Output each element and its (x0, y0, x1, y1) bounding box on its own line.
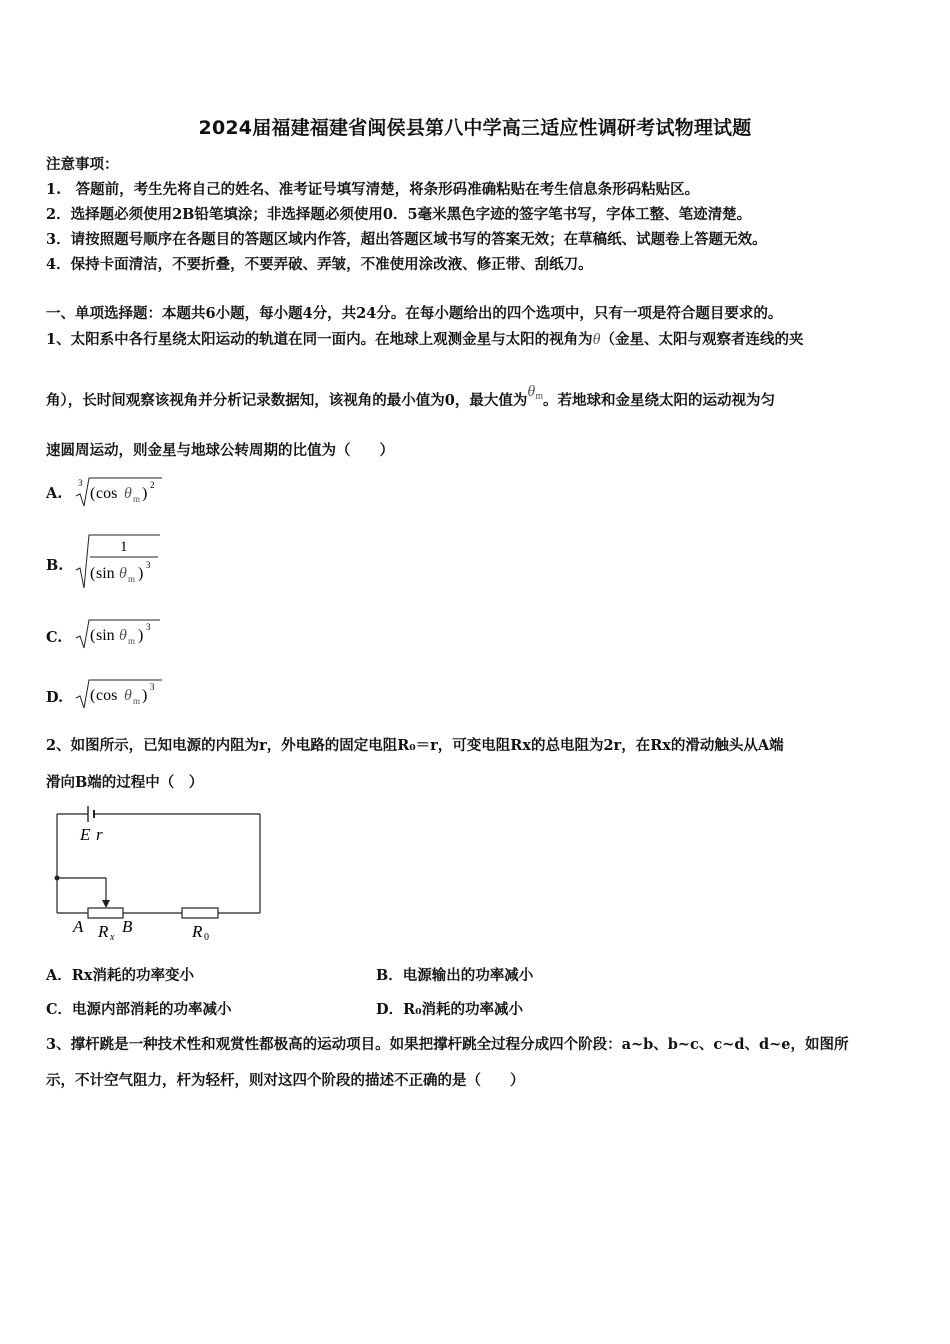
formula-exp: 3 (150, 682, 155, 692)
root-index: 3 (78, 478, 83, 488)
formula-fn: cos (96, 485, 118, 502)
formula-theta: θ (119, 565, 127, 582)
label-b: B (122, 917, 133, 936)
q1-option-a-formula (74, 472, 169, 510)
formula-theta: θ (119, 627, 127, 644)
formula-paren-close: ) (142, 687, 148, 704)
q3-line-1: 3、撑杆跳是一种技术性和观赏性都极高的运动项目。如果把撑杆跳全过程分成四个阶段：a~b、b~c、c~d、d~e，如图所 (46, 1036, 849, 1053)
q1-text-1b: （金星、太阳与观察者连线的夹 (600, 331, 804, 348)
rheostat-rx (88, 908, 123, 918)
formula-exp: 3 (146, 622, 151, 632)
formula-paren-open: ( (90, 565, 96, 582)
formula-m: m (133, 696, 141, 706)
formula-fn: cos (96, 687, 118, 704)
notice-item-3: 3．请按照题号顺序在各题目的答题区域内作答，超出答题区域书写的答案无效；在草稿纸、试题卷上答题无效。 (46, 231, 767, 248)
q1-option-c-formula (74, 614, 169, 652)
label-a: A (73, 917, 84, 936)
q1-text-2a: 角），长时间观察该视角并分析记录数据知，该视角的最小值为0，最大值为 (46, 392, 528, 409)
label-r0-sub: 0 (204, 932, 209, 943)
formula-paren-close: ) (138, 627, 144, 644)
formula-theta: θ (124, 687, 132, 704)
notice-item-2: 2．选择题必须使用2B铅笔填涂；非选择题必须使用0．5毫米黑色字迹的签字笔书写，字体工整、笔迹清楚。 (46, 206, 752, 223)
q1-theta-m: $\theta_m$ (527, 383, 543, 402)
formula-paren-close: ) (138, 565, 144, 582)
notice-item-4: 4．保持卡面清洁，不要折叠，不要弄破、弄皱，不准使用涂改液、修正带、刮纸刀。 (46, 256, 593, 273)
q2-line-2: 滑向B端的过程中（ ） (46, 774, 204, 791)
formula-m: m (128, 636, 136, 646)
q2-option-a: A．Rx消耗的功率变小 (46, 967, 194, 984)
notice-heading: 注意事项： (46, 156, 119, 173)
label-e: E (80, 825, 91, 844)
q1-line-3: 速圆周运动，则金星与地球公转周期的比值为（ ） (46, 442, 394, 459)
label-rx-sub: x (110, 932, 115, 943)
q2-option-d: D．R₀消耗的功率减小 (376, 1001, 523, 1018)
formula-fn: sin (96, 565, 115, 582)
formula-exp: 3 (146, 560, 151, 570)
q1-option-d-label: D. (46, 689, 64, 706)
formula-paren-open: ( (90, 687, 96, 704)
notice-item-1: 1. 答题前，考生先将自己的姓名、准考证号填写清楚，将条形码准确粘贴在考生信息条形码粘贴区。 (46, 181, 700, 198)
q2-option-c: C．电源内部消耗的功率减小 (46, 1001, 232, 1018)
section-heading: 一、单项选择题：本题共6小题，每小题4分，共24分。在每小题给出的四个选项中，只有一项是符合题目要求的。 (46, 305, 783, 322)
label-r0: R (192, 922, 203, 941)
q2-line-1: 2、如图所示，已知电源的内阻为r，外电路的固定电阻R₀＝r，可变电阻Rx的总电阻为2r，在Rx的滑动触头从A端 (46, 737, 784, 754)
q1-text-1a: 1、太阳系中各行星绕太阳运动的轨道在同一面内。在地球上观测金星与太阳的视角为 (46, 331, 593, 348)
q3-line-2: 示，不计空气阻力，杆为轻杆，则对这四个阶段的描述不正确的是（ ） (46, 1072, 525, 1089)
formula-exp: 2 (150, 480, 155, 490)
q1-option-a-label: A. (46, 485, 63, 502)
page-title: 2024届福建福建省闽侯县第八中学高三适应性调研考试物理试题 (198, 117, 752, 139)
fraction-numerator: 1 (120, 539, 128, 555)
resistor-r0 (182, 908, 218, 918)
q1-line-2 (46, 383, 775, 411)
formula-paren-open: ( (90, 627, 96, 644)
formula-paren-close: ) (142, 485, 148, 502)
label-r: r (96, 825, 103, 844)
formula-fn: sin (96, 627, 115, 644)
q1-option-b-label: B. (46, 557, 64, 574)
q1-option-b-formula (74, 530, 169, 592)
formula-theta: θ (124, 485, 132, 502)
q1-text-2b: 。若地球和金星绕太阳的运动视为匀 (542, 392, 775, 409)
formula-m: m (128, 574, 136, 584)
q1-option-c-label: C. (46, 629, 63, 646)
q1-option-d-formula (74, 674, 169, 712)
label-rx: R (98, 922, 109, 941)
q1-theta: θ (592, 331, 601, 348)
slider-arrow (102, 900, 110, 908)
circuit-diagram (44, 800, 274, 945)
q1-line-1 (46, 328, 803, 349)
q2-option-b: B．电源输出的功率减小 (376, 967, 534, 984)
formula-m: m (133, 494, 141, 504)
formula-paren-open: ( (90, 485, 96, 502)
